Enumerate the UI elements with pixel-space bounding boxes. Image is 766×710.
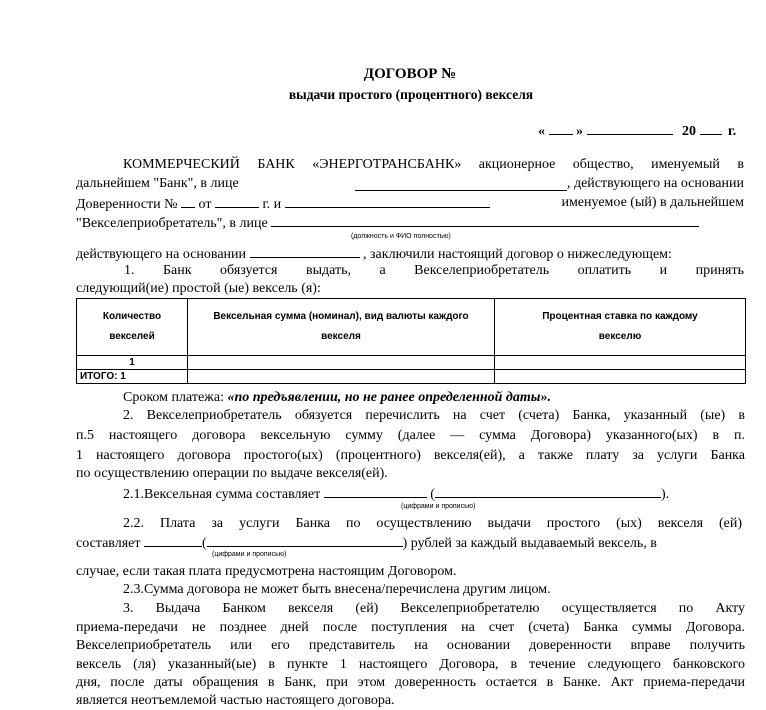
row-amount-cell bbox=[188, 356, 495, 370]
contract-date bbox=[538, 122, 736, 140]
fee-words-blank bbox=[207, 534, 403, 547]
row-rate-cell bbox=[495, 356, 746, 370]
bill-amount-digits-blank bbox=[324, 485, 427, 498]
note-position-fio: (должность и ФИО полностью) bbox=[351, 233, 451, 240]
basis-blank bbox=[250, 245, 360, 258]
acquirer-representative-blank bbox=[271, 214, 699, 227]
poa-date-blank bbox=[215, 195, 259, 208]
date-month-blank bbox=[587, 122, 673, 135]
intro-line-4 bbox=[76, 214, 699, 232]
fee-digits-blank bbox=[144, 534, 202, 547]
intro-line3-c: г. и bbox=[262, 197, 282, 212]
clause3-line-6: является неотъемлемой частью настоящего договора. bbox=[76, 693, 395, 708]
intro-line-3 bbox=[76, 195, 744, 213]
clause21-close: ). bbox=[660, 487, 670, 502]
contract-title: ДОГОВОР № bbox=[363, 66, 457, 82]
clause22-line-2 bbox=[76, 534, 730, 552]
poa-number-blank bbox=[181, 195, 195, 208]
clause2-line-4: по осуществлению операции по выдаче векселя(ей). bbox=[76, 466, 388, 481]
header-amount: Вексельная сумма (номинал), вид валюты каждого векселя bbox=[188, 299, 495, 356]
clause21-note: (цифрами и прописью) bbox=[401, 503, 476, 510]
clause3-line-5: дня, после даты обращения в Банк, при этом доверенность остается в Банке. Акт приема-передачи bbox=[76, 675, 745, 690]
clause3-line-2: приема-передачи не позднее дней после поступления на счет (счета) Банка суммы Договора. bbox=[76, 620, 745, 635]
total-rate-cell bbox=[495, 370, 746, 384]
clause3-line-4: вексель (ля) указанный(ые) в пункте 1 настоящего Договора, в течение следующего банковского bbox=[76, 657, 745, 672]
date-close-quote: » bbox=[576, 124, 583, 139]
clause22-line2-b: ( bbox=[201, 536, 207, 551]
clause2-line-2: п.5 настоящего договора вексельную сумму (далее — сумма Договора) указанного(ых) в п. bbox=[76, 428, 745, 443]
intro-line-1: КОММЕРЧЕСКИЙ БАНК «ЭНЕРГОТРАНСБАНК» акционерное общество, именуемый в bbox=[123, 157, 744, 172]
date-open-quote: « bbox=[538, 124, 545, 139]
clause2-line-1: 2. Векселеприобретатель обязуется перечислить на счет (счета) Банка, указанный (ые) в bbox=[123, 408, 745, 423]
payment-term-value: «по предъявлении, но не ранее определенной даты». bbox=[227, 390, 551, 405]
date-year-blank bbox=[700, 122, 722, 135]
bill-amount-words-blank bbox=[435, 485, 661, 498]
clause1-line-2: следующий(ие) простой (ые) вексель (я): bbox=[76, 281, 321, 296]
clause22-line2-a: составляет bbox=[76, 536, 141, 551]
intro-line5-b: , заключили настоящий договор о нижеследующем: bbox=[363, 247, 672, 262]
bills-table bbox=[76, 298, 746, 384]
representative-blank bbox=[355, 176, 567, 191]
intro-line-5 bbox=[76, 245, 744, 263]
clause3-line-3: Векселеприобретатель или его представитель на основании доверенности вправе получить bbox=[76, 638, 745, 653]
clause22-note: (цифрами и прописью) bbox=[212, 551, 287, 558]
table-header-row bbox=[77, 299, 746, 356]
intro-line5-a: действующего на основании bbox=[76, 247, 247, 262]
date-day-blank bbox=[549, 122, 573, 135]
clause1-line-1: 1. Банк обязуется выдать, а Векселеприобретатель оплатить и принять bbox=[124, 263, 744, 278]
intro-line3-a: Доверенности № bbox=[76, 197, 178, 212]
payment-term bbox=[123, 390, 551, 406]
header-count: Количество векселей bbox=[77, 299, 188, 356]
clause21-open: ( bbox=[430, 487, 435, 502]
total-cell: ИТОГО: 1 bbox=[77, 370, 188, 384]
clause23-line: 2.3.Сумма договора не может быть внесена/перечислена другим лицом. bbox=[123, 582, 551, 597]
intro-line4-a: "Векселеприобретатель", в лице bbox=[76, 216, 268, 231]
acquirer-name-blank bbox=[285, 195, 490, 208]
contract-subtitle: выдачи простого (процентного) векселя bbox=[288, 87, 534, 102]
table-total-row bbox=[77, 370, 746, 384]
intro-line3-b: от bbox=[198, 197, 212, 212]
clause22-line2-c: ) рублей за каждый выдаваемый вексель, в bbox=[402, 536, 657, 551]
clause22-line-1: 2.2. Плата за услуги Банка по осуществлению выдачи простого (ых) векселя (ей) bbox=[123, 516, 742, 531]
clause22-line-3: случае, если такая плата предусмотрена настоящим Договором. bbox=[76, 564, 457, 579]
clause2-line-3: 1 настоящего договора простого(ых) (процентного) векселя(ей), а также плату за услуги Банка bbox=[76, 448, 745, 463]
clause21-label: 2.1.Вексельная сумма составляет bbox=[123, 487, 321, 502]
intro-line3-d: именуемое (ый) в дальнейшем bbox=[561, 195, 744, 210]
total-amount-cell bbox=[188, 370, 495, 384]
intro-line2-b: , действующего на основании bbox=[566, 176, 744, 191]
date-suffix: г. bbox=[728, 124, 737, 139]
clause21-line bbox=[123, 485, 669, 503]
table-row bbox=[77, 356, 746, 370]
intro-line-2 bbox=[76, 176, 744, 192]
intro-line2-a: дальнейшем "Банк", в лице bbox=[76, 176, 239, 191]
row-count-cell: 1 bbox=[77, 356, 188, 370]
clause3-line-1: 3. Выдача Банком векселя (ей) Векселеприобретателю осуществляется по Акту bbox=[123, 601, 745, 616]
date-year-prefix: 20 bbox=[682, 124, 696, 139]
header-rate: Процентная ставка по каждому векселю bbox=[495, 299, 746, 356]
payment-term-label: Сроком платежа: bbox=[123, 390, 224, 405]
